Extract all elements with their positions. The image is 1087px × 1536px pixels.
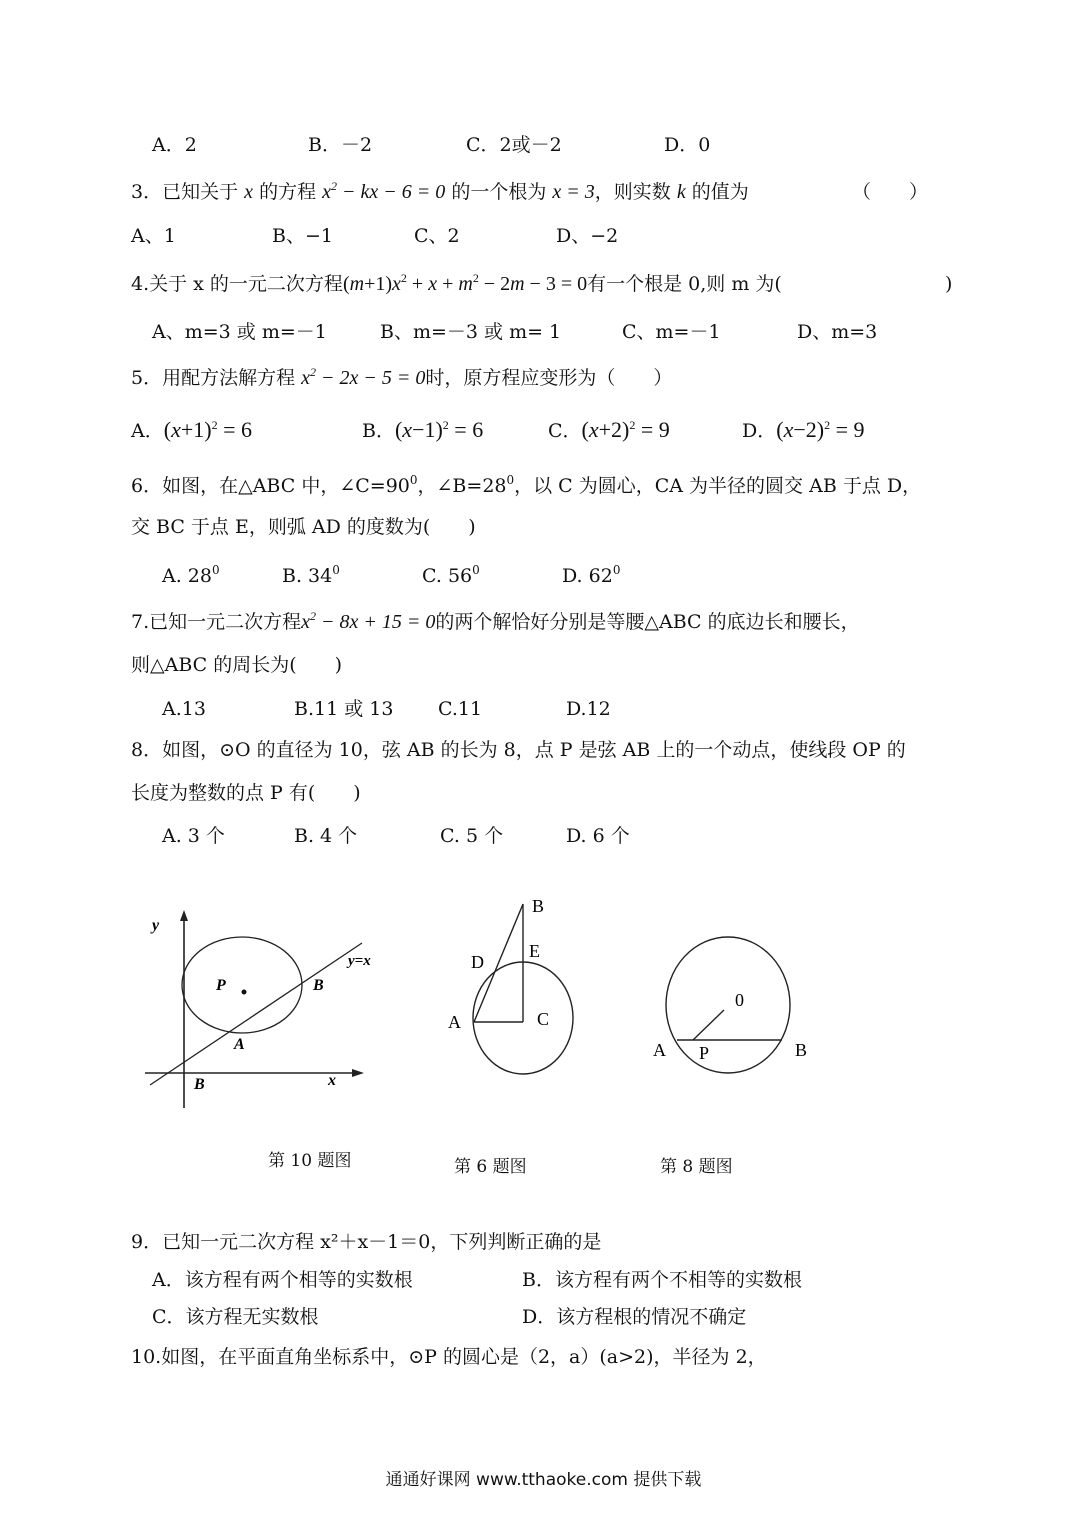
- figure-6: [440, 890, 600, 1090]
- page-footer: 通通好课网 www.tthaoke.com 提供下载: [385, 1470, 702, 1490]
- q8-line1: 8．如图，⊙O 的直径为 10，弦 AB 的长为 8，点 P 是弦 AB 上的一个动点，使线段 OP 的: [131, 739, 906, 761]
- q6-option-d-text: D. 62: [562, 565, 613, 587]
- q8-option-b: B. 4 个: [294, 825, 358, 847]
- q5-option-c-label: C．: [548, 420, 582, 442]
- q7-option-d: D.12: [566, 698, 611, 720]
- q3-mid3: ，则实数: [594, 181, 671, 203]
- fig6-caption: 第 6 题图: [454, 1157, 527, 1177]
- q8-option-a: A. 3 个: [162, 825, 225, 847]
- q6-option-a: [162, 564, 220, 588]
- q9-option-a: A．该方程有两个相等的实数根: [152, 1269, 413, 1291]
- q5-option-a: [131, 418, 252, 443]
- q5-stem: [131, 366, 672, 390]
- q5-option-c: [548, 418, 670, 443]
- fig8-caption: 第 8 题图: [660, 1157, 733, 1177]
- q9-stem: 9．已知一元二次方程 x²＋x－1＝0，下列判断正确的是: [131, 1231, 602, 1253]
- fig6-label-a: A: [448, 1012, 461, 1032]
- q3-var-x: x: [244, 181, 254, 203]
- q5-option-d-expr: $(x-2)^2 = 9$: [776, 417, 865, 442]
- q7-equation: $x^2 - 8x + 15 = 0$: [301, 609, 436, 633]
- q7-line2: 则△ABC 的周长为( ): [131, 654, 343, 676]
- q3-option-a: A、1: [131, 225, 176, 247]
- q3-suffix: 的值为: [691, 181, 749, 203]
- fig6-label-b: B: [532, 896, 545, 916]
- q3-mid1: 的方程: [259, 181, 317, 203]
- q5-option-d-label: D．: [742, 420, 777, 442]
- q6-line1-part1: 6．如图，在△ABC 中，∠C=90: [131, 475, 410, 497]
- q6-degree-c: 0: [409, 473, 418, 487]
- q6-line1-part2: ，∠B=28: [417, 475, 507, 497]
- q5-option-b: [362, 418, 483, 443]
- q4-stem: [131, 272, 782, 296]
- q3-root: x = 3: [552, 181, 595, 203]
- q7-option-c: C.11: [438, 698, 483, 720]
- fig6-label-d: D: [471, 952, 484, 972]
- q2-option-d: D．0: [664, 134, 711, 156]
- q7-line1: [131, 610, 860, 634]
- figure-8: [645, 930, 825, 1080]
- fig10-label-a: A: [234, 1036, 245, 1053]
- q5-equation: $x^2 - 2x - 5 = 0$: [301, 365, 426, 389]
- q8-line2: 长度为整数的点 P 有( ): [131, 782, 361, 804]
- q3-equation: $x^2$ − kx − 6 = 0: [322, 179, 446, 203]
- q3-option-b: B、−1: [272, 225, 333, 247]
- q6-option-d: [562, 564, 620, 588]
- fig10-label-x: x: [328, 1072, 336, 1089]
- q4-equation: $(m+1)x^2 + x + m^2 - 2m - 3 = 0$: [342, 271, 588, 295]
- q3-stem: [131, 180, 749, 204]
- fig6-label-e: E: [529, 941, 540, 961]
- q3-bracket: （ ）: [852, 181, 929, 203]
- q9-option-c: C．该方程无实数根: [152, 1306, 319, 1328]
- q3-option-c: C、2: [414, 225, 460, 247]
- q2-option-a: A．2: [152, 134, 197, 156]
- q2-option-b: B．－2: [308, 134, 373, 156]
- fig10-y-arrow: [180, 910, 188, 921]
- q5-option-b-expr: $(x-1)^2 = 6$: [394, 417, 484, 442]
- fig8-circle: [666, 937, 790, 1073]
- q5-option-c-expr: $(x+2)^2 = 9$: [581, 417, 670, 442]
- q5-prefix: 5．用配方法解方程: [131, 367, 296, 389]
- fig10-label-line: y=x: [348, 953, 371, 969]
- q6-option-a-degree: 0: [211, 563, 220, 577]
- q3-prefix: 3．已知关于: [131, 181, 239, 203]
- fig10-x-arrow: [352, 1069, 364, 1077]
- q4-option-a: A、m=3 或 m=－1: [152, 321, 327, 343]
- fig10-line-y-eq-x: [150, 943, 362, 1085]
- q3-option-d: D、−2: [556, 225, 619, 247]
- q6-option-b-text: B. 34: [282, 565, 333, 587]
- fig10-label-y: y: [152, 917, 160, 934]
- fig10-circle-p: [182, 937, 302, 1033]
- q6-line1-part3: ，以 C 为圆心，CA 为半径的圆交 AB 于点 D，: [514, 475, 922, 497]
- fig10-label-b2: B: [194, 1076, 205, 1093]
- fig10-label-p: P: [216, 977, 226, 994]
- fig6-label-c: C: [537, 1009, 550, 1029]
- q10-stem: 10.如图，在平面直角坐标系中，⊙P 的圆心是（2，a）(a>2)，半径为 2，: [131, 1346, 767, 1368]
- q4-option-b: B、m=－3 或 m= 1: [380, 321, 562, 343]
- fig10-center-dot: [242, 990, 247, 995]
- q7-option-b: B.11 或 13: [294, 698, 394, 720]
- q5-suffix: 时，原方程应变形为（ ）: [425, 367, 673, 389]
- q6-degree-b: 0: [506, 473, 515, 487]
- q9-option-d: D．该方程根的情况不确定: [522, 1306, 747, 1328]
- q4-option-c: C、m=－1: [622, 321, 721, 343]
- fig8-label-a: A: [653, 1040, 666, 1060]
- q5-option-b-label: B．: [362, 420, 395, 442]
- figure-10: [140, 905, 400, 1120]
- q7-option-a: A.13: [162, 698, 206, 720]
- fig8-label-p: P: [699, 1043, 710, 1063]
- q6-option-d-degree: 0: [612, 563, 621, 577]
- q6-option-c: [422, 564, 480, 588]
- fig8-segment-op: [693, 1010, 724, 1040]
- q6-option-c-text: C. 56: [422, 565, 473, 587]
- q6-option-b: [282, 564, 340, 588]
- q7-prefix: 7.已知一元二次方程: [131, 611, 302, 633]
- q5-option-d: [742, 418, 864, 443]
- fig8-label-o: 0: [735, 990, 744, 1010]
- q4-bracket-close: ): [945, 273, 953, 295]
- q4-prefix: 4.关于 x 的一元二次方程: [131, 273, 343, 295]
- q6-option-b-degree: 0: [332, 563, 340, 577]
- q4-suffix: 有一个根是 0,则 m 为(: [587, 273, 782, 295]
- q6-line2: 交 BC 于点 E，则弧 AD 的度数为( ): [131, 516, 476, 538]
- q6-line1: [131, 474, 921, 498]
- q6-option-c-degree: 0: [472, 563, 480, 577]
- q9-option-b: B．该方程有两个不相等的实数根: [522, 1269, 802, 1291]
- q7-suffix: 的两个解恰好分别是等腰△ABC 的底边长和腰长，: [435, 611, 860, 633]
- q3-mid2: 的一个根为: [451, 181, 547, 203]
- q3-var-k: k: [676, 181, 686, 203]
- q8-option-d: D. 6 个: [566, 825, 630, 847]
- q4-option-d: D、m=3: [797, 321, 878, 343]
- fig10-caption: 第 10 题图: [268, 1151, 352, 1171]
- q5-option-a-expr: $(x+1)^2 = 6$: [163, 417, 252, 442]
- fig10-label-b1: B: [313, 977, 324, 994]
- fig8-label-b: B: [795, 1040, 808, 1060]
- q5-option-a-label: A．: [131, 420, 164, 442]
- q8-option-c: C. 5 个: [440, 825, 504, 847]
- q6-option-a-text: A. 28: [162, 565, 212, 587]
- q2-option-c: C．2或－2: [466, 134, 562, 156]
